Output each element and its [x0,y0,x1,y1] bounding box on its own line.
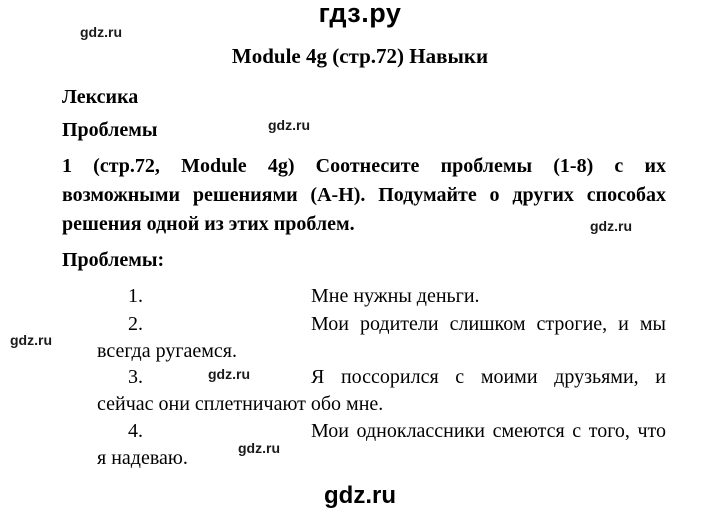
item-text: Мне нужны деньги. [311,285,480,307]
problems-heading: Проблемы: [62,249,165,271]
item-number: 3. [128,366,143,388]
watermark: gdz.ru [80,24,122,40]
watermark: gdz.ru [590,218,632,234]
watermark: gdz.ru [208,366,250,382]
item-number: 2. [128,313,143,335]
watermark: gdz.ru [10,332,52,348]
watermark: gdz.ru [238,440,280,456]
task-line: 1 (стр.72, Module 4g) Соотнесите проблемы (1-8) с их [62,155,666,177]
item-text-continuation: всегда ругаемся. [97,340,238,362]
item-text: Я поссорился с моими друзьями, и [311,366,666,388]
item-text-continuation: я надеваю. [97,447,188,469]
task-instructions [62,152,666,239]
task-line: возможными решениями (A-H). Подумайте о других способах [62,184,666,206]
site-header: гдз.ру [318,0,402,28]
watermark: gdz.ru [268,117,310,133]
task-line: решения одной из этих проблем. [62,213,355,235]
subsection-heading: Проблемы [62,119,158,141]
item-number: 1. [128,285,143,307]
item-text-continuation: сейчас они сплетничают обо мне. [97,393,384,415]
page-title: Module 4g (стр.72) Навыки [231,44,489,68]
item-number: 4. [128,420,143,442]
site-footer: gdz.ru [324,482,396,509]
item-text: Мои одноклассники смеются с того, что [311,420,666,442]
item-text: Мои родители слишком строгие, и мы [311,313,666,335]
section-heading: Лексика [62,86,139,108]
